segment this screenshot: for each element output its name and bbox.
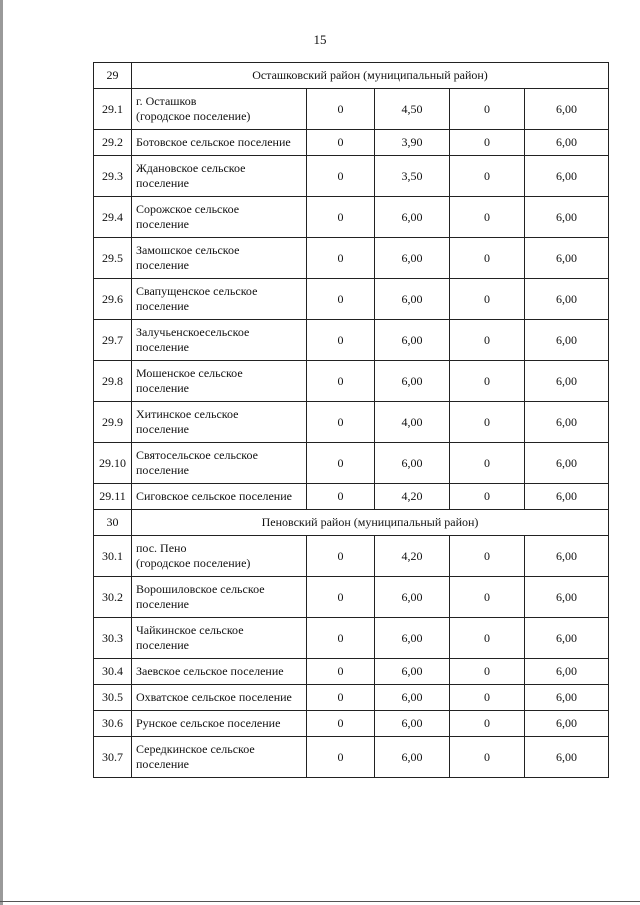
value-cell-3: 0 [450,279,525,320]
value-cell-4: 6,00 [525,320,609,361]
value-cell-3: 0 [450,238,525,279]
table-row [94,320,609,361]
row-number-cell: 30.4 [94,659,132,685]
value-cell-2: 4,50 [375,89,450,130]
row-number-cell: 30 [94,510,132,536]
row-number-cell: 30.7 [94,737,132,778]
district-row [94,510,609,536]
settlement-name-cell: Мошенское сельское поселение [132,361,307,402]
value-cell-3: 0 [450,711,525,737]
value-cell-4: 6,00 [525,279,609,320]
settlement-name-cell: Святосельское сельское поселение [132,443,307,484]
value-cell-4: 6,00 [525,156,609,197]
row-number-cell: 29 [94,63,132,89]
value-cell-3: 0 [450,737,525,778]
value-cell-2: 6,00 [375,443,450,484]
table-row [94,197,609,238]
value-cell-2: 6,00 [375,577,450,618]
table-row [94,443,609,484]
scan-edge-left [0,0,3,905]
value-cell-1: 0 [307,484,375,510]
settlement-name-cell: Замошское сельское поселение [132,238,307,279]
table-row [94,130,609,156]
value-cell-4: 6,00 [525,443,609,484]
value-cell-4: 6,00 [525,685,609,711]
value-cell-1: 0 [307,320,375,361]
value-cell-3: 0 [450,197,525,238]
value-cell-2: 4,20 [375,536,450,577]
value-cell-4: 6,00 [525,536,609,577]
value-cell-3: 0 [450,685,525,711]
settlement-name-cell: Ворошиловское сельское поселение [132,577,307,618]
value-cell-3: 0 [450,577,525,618]
value-cell-1: 0 [307,536,375,577]
value-cell-2: 3,50 [375,156,450,197]
settlement-name-cell: г. Осташков (городское поселение) [132,89,307,130]
value-cell-1: 0 [307,89,375,130]
settlement-name-cell: Охватское сельское поселение [132,685,307,711]
table-row [94,484,609,510]
settlement-name-cell: Ботовское сельское поселение [132,130,307,156]
value-cell-3: 0 [450,536,525,577]
row-number-cell: 29.5 [94,238,132,279]
row-number-cell: 30.2 [94,577,132,618]
value-cell-1: 0 [307,711,375,737]
table-row [94,711,609,737]
rates-table-body [94,63,609,778]
row-number-cell: 30.5 [94,685,132,711]
value-cell-1: 0 [307,279,375,320]
value-cell-2: 6,00 [375,361,450,402]
value-cell-1: 0 [307,618,375,659]
value-cell-3: 0 [450,484,525,510]
settlement-name-cell: Ждановское сельское поселение [132,156,307,197]
value-cell-1: 0 [307,443,375,484]
value-cell-2: 6,00 [375,197,450,238]
table-row [94,618,609,659]
row-number-cell: 30.6 [94,711,132,737]
row-number-cell: 29.3 [94,156,132,197]
settlement-name-cell: Хитинское сельское поселение [132,402,307,443]
row-number-cell: 29.2 [94,130,132,156]
settlement-name-cell: Рунское сельское поселение [132,711,307,737]
settlement-name-cell: Сиговское сельское поселение [132,484,307,510]
value-cell-3: 0 [450,402,525,443]
value-cell-2: 6,00 [375,618,450,659]
value-cell-3: 0 [450,89,525,130]
value-cell-2: 4,00 [375,402,450,443]
value-cell-2: 6,00 [375,711,450,737]
table-row [94,156,609,197]
value-cell-2: 6,00 [375,737,450,778]
value-cell-3: 0 [450,618,525,659]
settlement-name-cell: Заевское сельское поселение [132,659,307,685]
table-row [94,89,609,130]
value-cell-1: 0 [307,156,375,197]
value-cell-4: 6,00 [525,130,609,156]
district-row [94,63,609,89]
value-cell-2: 6,00 [375,279,450,320]
value-cell-2: 6,00 [375,238,450,279]
table-row [94,659,609,685]
value-cell-4: 6,00 [525,402,609,443]
value-cell-3: 0 [450,659,525,685]
value-cell-4: 6,00 [525,89,609,130]
value-cell-1: 0 [307,361,375,402]
row-number-cell: 29.9 [94,402,132,443]
value-cell-4: 6,00 [525,618,609,659]
value-cell-2: 6,00 [375,320,450,361]
settlement-name-cell: Чайкинское сельское поселение [132,618,307,659]
value-cell-1: 0 [307,737,375,778]
table-row [94,737,609,778]
table-row [94,536,609,577]
value-cell-1: 0 [307,130,375,156]
district-name-cell: Осташковский район (муниципальный район) [132,63,609,89]
scan-edge-bottom [0,901,640,902]
table-row [94,361,609,402]
value-cell-1: 0 [307,577,375,618]
value-cell-1: 0 [307,197,375,238]
value-cell-4: 6,00 [525,711,609,737]
row-number-cell: 30.1 [94,536,132,577]
value-cell-4: 6,00 [525,238,609,279]
row-number-cell: 29.11 [94,484,132,510]
page-number: 15 [313,32,327,47]
value-cell-4: 6,00 [525,577,609,618]
value-cell-4: 6,00 [525,197,609,238]
settlement-name-cell: Середкинское сельское поселение [132,737,307,778]
value-cell-4: 6,00 [525,484,609,510]
settlement-name-cell: Залучьенскоесельское поселение [132,320,307,361]
row-number-cell: 29.7 [94,320,132,361]
table-row [94,279,609,320]
value-cell-4: 6,00 [525,361,609,402]
row-number-cell: 29.10 [94,443,132,484]
district-name-cell: Пеновский район (муниципальный район) [132,510,609,536]
table-row [94,685,609,711]
value-cell-1: 0 [307,685,375,711]
row-number-cell: 29.8 [94,361,132,402]
row-number-cell: 29.4 [94,197,132,238]
value-cell-2: 3,90 [375,130,450,156]
rates-table [93,62,609,778]
value-cell-4: 6,00 [525,659,609,685]
table-row [94,238,609,279]
value-cell-2: 6,00 [375,685,450,711]
table-row [94,577,609,618]
value-cell-3: 0 [450,130,525,156]
value-cell-1: 0 [307,238,375,279]
row-number-cell: 29.6 [94,279,132,320]
value-cell-4: 6,00 [525,737,609,778]
row-number-cell: 29.1 [94,89,132,130]
value-cell-3: 0 [450,156,525,197]
settlement-name-cell: пос. Пено (городское поселение) [132,536,307,577]
value-cell-3: 0 [450,443,525,484]
value-cell-1: 0 [307,659,375,685]
row-number-cell: 30.3 [94,618,132,659]
value-cell-2: 6,00 [375,659,450,685]
table-row [94,402,609,443]
value-cell-1: 0 [307,402,375,443]
value-cell-3: 0 [450,361,525,402]
value-cell-3: 0 [450,320,525,361]
value-cell-2: 4,20 [375,484,450,510]
settlement-name-cell: Свапущенское сельское поселение [132,279,307,320]
settlement-name-cell: Сорожское сельское поселение [132,197,307,238]
